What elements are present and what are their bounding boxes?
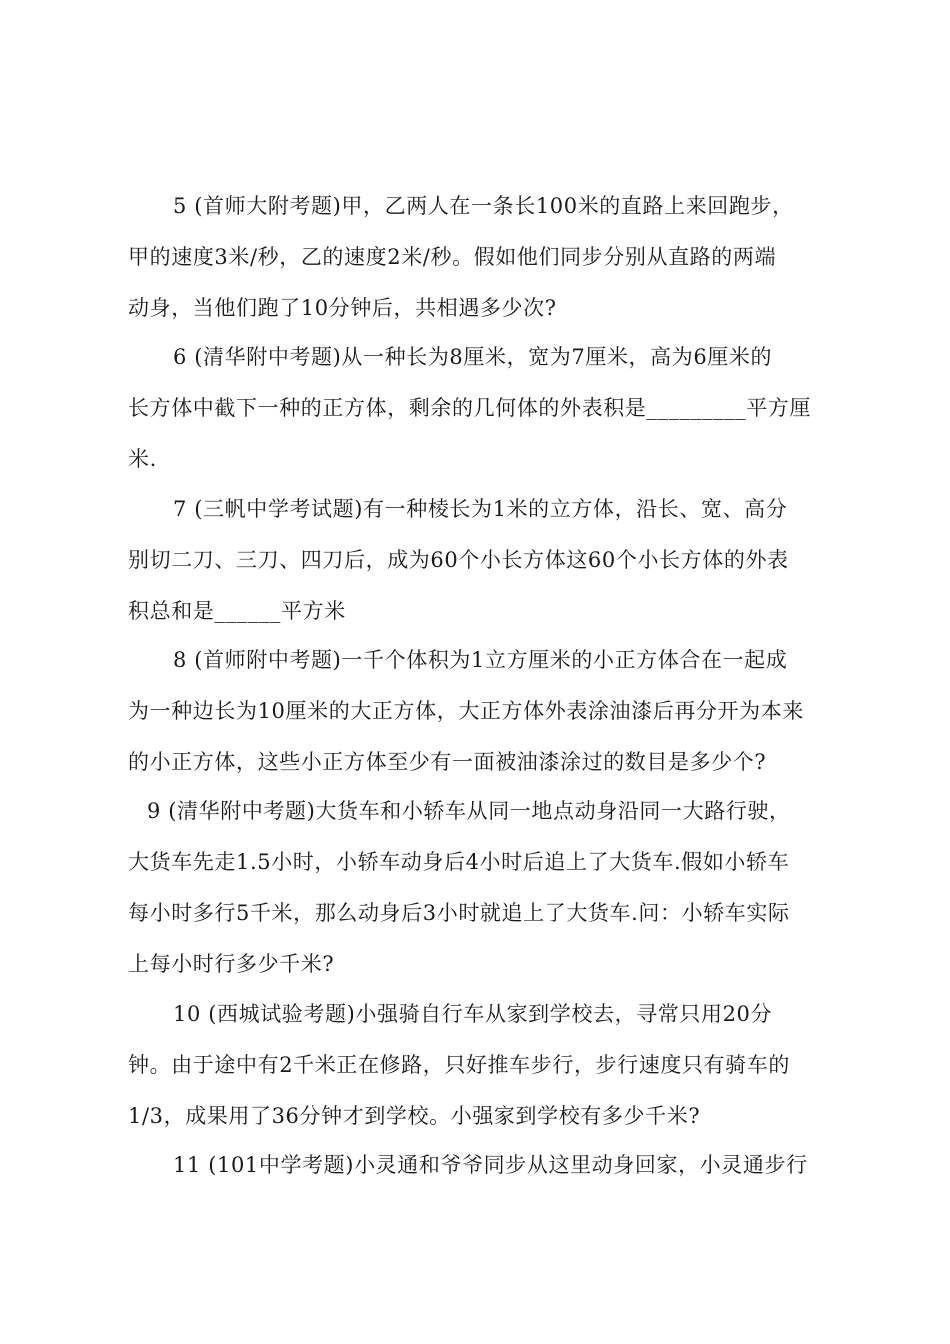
problem-10-line-2: 钟。由于途中有2千米正在修路，只好推车步行，步行速度只有骑车的 [128, 1053, 790, 1077]
problem-9-line-1: 9 (清华附中考题)大货车和小轿车从同一地点动身沿同一大路行驶， [147, 799, 791, 823]
problem-10-line-3: 1/3，成果用了36分钟才到学校。小强家到学校有多少千米? [128, 1104, 701, 1128]
problem-6-line-1: 6 (清华附中考题)从一种长为8厘米，宽为7厘米，高为6厘米的 [173, 345, 773, 369]
problem-6-line-3: 米. [128, 447, 157, 471]
problem-10-line-1: 10 (西城试验考题)小强骑自行车从家到学校去，寻常只用20分 [173, 1002, 773, 1026]
problem-5-line-2: 甲的速度3米/秒，乙的速度2米/秒。假如他们同步分别从直路的两端 [128, 245, 777, 269]
problem-5-line-3: 动身，当他们跑了10分钟后，共相遇多少次? [128, 296, 557, 320]
problem-8-line-2: 为一种边长为10厘米的大正方体，大正方体外表涂油漆后再分开为本来 [128, 699, 804, 723]
problem-8-line-1: 8 (首师附中考题)一千个体积为1立方厘米的小正方体合在一起成 [173, 648, 788, 672]
problem-9-line-2: 大货车先走1.5小时，小轿车动身后4小时后追上了大货车.假如小轿车 [128, 850, 790, 874]
problem-7-line-1: 7 (三帆中学考试题)有一种棱长为1米的立方体，沿长、宽、高分 [173, 497, 788, 521]
problem-9-line-4: 上每小时行多少千米? [128, 952, 335, 976]
problem-7-line-3: 积总和是______平方米 [128, 599, 346, 623]
problem-8-line-3: 的小正方体，这些小正方体至少有一面被油漆涂过的数目是多少个? [128, 750, 767, 774]
problem-9-line-3: 每小时多行5千米，那么动身后3小时就追上了大货车.问：小轿车实际 [128, 901, 790, 925]
problem-6-line-2: 长方体中截下一种的正方体，剩余的几何体的外表积是_________平方厘 [128, 396, 812, 420]
problem-7-line-2: 别切二刀、三刀、四刀后，成为60个小长方体这60个小长方体的外表 [128, 548, 789, 572]
problem-5-line-1: 5 (首师大附考题)甲，乙两人在一条长100米的直路上来回跑步， [173, 194, 794, 218]
problem-11-line-1: 11 (101中学考题)小灵通和爷爷同步从这里动身回家，小灵通步行 [173, 1153, 808, 1177]
